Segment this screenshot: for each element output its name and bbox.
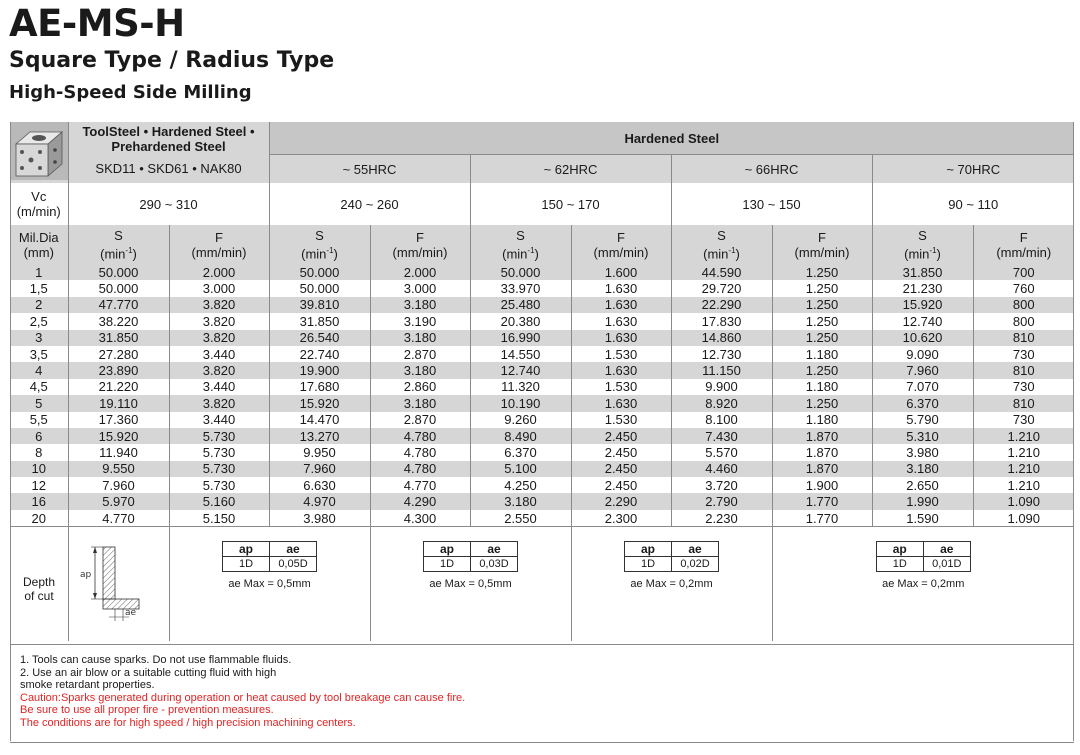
speed-cell: 15.920	[872, 297, 973, 313]
ae-value: 0,01D	[923, 557, 970, 572]
s-unit: $(\min^{-1})$	[301, 245, 338, 262]
feed-cell: 4.780	[370, 444, 470, 460]
ap-header: ap	[625, 542, 672, 557]
feed-cell: 4.780	[370, 428, 470, 444]
depth-label-line1: Depth	[22, 575, 56, 590]
table-row	[10, 280, 1074, 296]
feed-cell: 2.000	[370, 264, 470, 280]
table-row	[10, 477, 1074, 493]
speed-cell: 5.310	[872, 428, 973, 444]
speed-cell: 26.540	[269, 330, 370, 346]
feed-cell: 1.210	[973, 428, 1074, 444]
feed-cell: 1.210	[973, 444, 1074, 460]
speed-cell: 6.370	[470, 444, 571, 460]
speed-cell: 10.190	[470, 395, 571, 411]
feed-cell: 3.820	[169, 297, 269, 313]
f-unit: (mm/min)	[794, 244, 850, 260]
mill-diameter-cell: 5	[10, 395, 68, 411]
ae-header: ae	[923, 542, 970, 557]
feed-cell: 1.250	[772, 330, 872, 346]
feed-cell: 1.090	[973, 493, 1074, 509]
speed-cell: 19.900	[269, 362, 370, 378]
speed-cell: 9.550	[68, 461, 169, 477]
note-line: 1. Tools can cause sparks. Do not use flammable fluids.	[20, 654, 292, 666]
feed-cell: 1.250	[772, 297, 872, 313]
ae-header: ae	[471, 542, 518, 557]
s-label: S	[717, 227, 726, 243]
feed-cell: 3.820	[169, 362, 269, 378]
table-row	[10, 330, 1074, 346]
feed-cell: 2.300	[571, 510, 671, 527]
speed-cell: 6.370	[872, 395, 973, 411]
vc-label-cell	[10, 183, 68, 225]
s-header	[68, 225, 169, 264]
f-header	[571, 225, 671, 264]
feed-cell: 2.450	[571, 444, 671, 460]
f-label: F	[1019, 229, 1028, 245]
mill-diameter-cell: 3	[10, 330, 68, 346]
speed-cell: 8.490	[470, 428, 571, 444]
feed-cell: 3.820	[169, 313, 269, 329]
feed-cell: 800	[973, 313, 1074, 329]
table-row	[10, 428, 1074, 444]
speed-cell: 12.740	[872, 313, 973, 329]
s-header	[872, 225, 973, 264]
speed-cell: 20.380	[470, 313, 571, 329]
mill-diameter-cell: 3,5	[10, 346, 68, 362]
feed-cell: 2.450	[571, 428, 671, 444]
speed-cell: 17.360	[68, 412, 169, 428]
speed-cell: 21.230	[872, 280, 973, 296]
ap-ae-table	[222, 541, 317, 572]
s-unit: $(\min^{-1})$	[502, 245, 539, 262]
speed-cell: 1.590	[872, 510, 973, 527]
speed-cell: 14.470	[269, 412, 370, 428]
feed-cell: 3.440	[169, 412, 269, 428]
speed-cell: 8.100	[671, 412, 772, 428]
speed-cell: 16.990	[470, 330, 571, 346]
speed-cell: 2.550	[470, 510, 571, 527]
depth-of-cut-diagram	[69, 527, 169, 641]
table-row	[10, 346, 1074, 362]
feed-cell: 1.630	[571, 313, 671, 329]
feed-cell: 5.150	[169, 510, 269, 527]
feed-cell: 700	[973, 264, 1074, 280]
feed-cell: 3.820	[169, 330, 269, 346]
table-row	[10, 297, 1074, 313]
notes-section	[10, 644, 1074, 743]
speed-cell: 5.100	[470, 461, 571, 477]
application-label: High-Speed Side Milling	[9, 82, 252, 103]
vc-value: 90 ~ 110	[872, 183, 1074, 225]
speed-cell: 31.850	[68, 330, 169, 346]
dia-unit: (mm)	[23, 244, 54, 260]
feed-cell: 2.000	[169, 264, 269, 280]
f-unit: (mm/min)	[593, 244, 649, 260]
caution-line: Be sure to use all proper fire - prevention measures.	[20, 704, 274, 717]
speed-cell: 47.770	[68, 297, 169, 313]
mill-diameter-cell: 6	[10, 428, 68, 444]
table-row	[10, 313, 1074, 329]
ap-ae-table	[423, 541, 518, 572]
feed-cell: 3.440	[169, 379, 269, 395]
feed-cell: 1.630	[571, 330, 671, 346]
s-header	[269, 225, 370, 264]
s-unit: $(\min^{-1})$	[703, 245, 740, 262]
cutting-conditions-table	[10, 122, 1074, 641]
speed-cell: 8.920	[671, 395, 772, 411]
speed-cell: 50.000	[68, 280, 169, 296]
speed-cell: 38.220	[68, 313, 169, 329]
speed-cell: 12.740	[470, 362, 571, 378]
f-label: F	[215, 229, 223, 245]
ap-header: ap	[876, 542, 923, 557]
depth-label	[10, 575, 68, 603]
speed-cell: 3.180	[872, 461, 973, 477]
caution-line: The conditions are for high speed / high precision machining centers.	[20, 716, 356, 729]
speed-cell: 21.220	[68, 379, 169, 395]
mill-diameter-cell: 1	[10, 264, 68, 280]
s-unit: $(\min^{-1})$	[100, 245, 137, 262]
feed-cell: 3.180	[370, 395, 470, 411]
speed-cell: 50.000	[68, 264, 169, 280]
speed-cell: 3.980	[872, 444, 973, 460]
speed-cell: 14.860	[671, 330, 772, 346]
speed-cell: 31.850	[269, 313, 370, 329]
speed-cell: 25.480	[470, 297, 571, 313]
feed-cell: 1.600	[571, 264, 671, 280]
speed-cell: 9.090	[872, 346, 973, 362]
depth-group-cell	[571, 527, 772, 642]
speed-cell: 15.920	[68, 428, 169, 444]
feed-cell: 800	[973, 297, 1074, 313]
feed-cell: 5.730	[169, 461, 269, 477]
speed-cell: 4.970	[269, 493, 370, 509]
speed-cell: 5.790	[872, 412, 973, 428]
f-header	[169, 225, 269, 264]
feed-cell: 1.180	[772, 379, 872, 395]
feed-cell: 1.180	[772, 412, 872, 428]
ap-header: ap	[223, 542, 270, 557]
f-label: F	[617, 229, 625, 245]
feed-cell: 810	[973, 330, 1074, 346]
speed-cell: 2.650	[872, 477, 973, 493]
feed-cell: 2.860	[370, 379, 470, 395]
page-title: AE-MS-H	[9, 2, 185, 45]
speed-cell: 7.430	[671, 428, 772, 444]
feed-cell: 1.900	[772, 477, 872, 493]
feed-cell: 1.250	[772, 264, 872, 280]
speed-cell: 9.900	[671, 379, 772, 395]
table-row	[10, 264, 1074, 280]
mill-diameter-cell: 4	[10, 362, 68, 378]
feed-cell: 1.870	[772, 444, 872, 460]
f-header	[370, 225, 470, 264]
speed-cell: 50.000	[269, 280, 370, 296]
speed-cell: 50.000	[269, 264, 370, 280]
vc-value: 130 ~ 150	[671, 183, 872, 225]
feed-cell: 2.870	[370, 412, 470, 428]
table-row	[10, 510, 1074, 527]
mill-diameter-cell: 5,5	[10, 412, 68, 428]
speed-cell: 50.000	[470, 264, 571, 280]
speed-cell: 12.730	[671, 346, 772, 362]
feed-cell: 3.190	[370, 313, 470, 329]
feed-cell: 5.730	[169, 428, 269, 444]
f-label: F	[416, 229, 424, 245]
feed-cell: 1.630	[571, 362, 671, 378]
s-label: S	[315, 227, 324, 243]
ae-max-label: ae Max = 0,2mm	[882, 578, 965, 591]
speed-cell: 7.960	[68, 477, 169, 493]
vc-value: 150 ~ 170	[470, 183, 671, 225]
speed-cell: 4.770	[68, 510, 169, 527]
table-row	[10, 362, 1074, 378]
feed-cell: 1.180	[772, 346, 872, 362]
feed-cell: 760	[973, 280, 1074, 296]
ae-max-label: ae Max = 0,2mm	[630, 578, 713, 591]
vc-value: 290 ~ 310	[68, 183, 269, 225]
feed-cell: 1.770	[772, 493, 872, 509]
speed-cell: 33.970	[470, 280, 571, 296]
feed-cell: 2.450	[571, 477, 671, 493]
speed-cell: 19.110	[68, 395, 169, 411]
page-subtitle: Square Type / Radius Type	[9, 48, 335, 73]
caution-line: Caution:Sparks generated during operation or heat caused by tool breakage can cause fire.	[20, 691, 466, 704]
depth-group-cell	[772, 527, 1074, 642]
speed-cell: 3.180	[470, 493, 571, 509]
feed-cell: 2.870	[370, 346, 470, 362]
speed-cell: 11.150	[671, 362, 772, 378]
mill-diameter-cell: 20	[10, 510, 68, 527]
mill-diameter-cell: 8	[10, 444, 68, 460]
feed-cell: 3.820	[169, 395, 269, 411]
speed-cell: 22.290	[671, 297, 772, 313]
dia-label-cell	[10, 225, 68, 264]
feed-cell: 4.770	[370, 477, 470, 493]
feed-cell: 3.000	[370, 280, 470, 296]
ap-ae-table	[624, 541, 719, 572]
speed-cell: 7.960	[872, 362, 973, 378]
s-label: S	[516, 227, 525, 243]
f-header	[973, 225, 1074, 264]
speed-cell: 4.460	[671, 461, 772, 477]
f-header	[772, 225, 872, 264]
speed-cell: 6.630	[269, 477, 370, 493]
hardened-steel-heading: Hardened Steel	[269, 122, 1074, 155]
ap-header: ap	[424, 542, 471, 557]
speed-cell: 44.590	[671, 264, 772, 280]
speed-cell: 7.960	[269, 461, 370, 477]
speed-cell: 5.970	[68, 493, 169, 509]
tool-group-materials: SKD11 • SKD61 • NAK80	[68, 155, 269, 183]
workpiece-icon	[10, 122, 68, 180]
speed-cell: 3.720	[671, 477, 772, 493]
hrc-70-label: ~ 70HRC	[872, 155, 1074, 183]
ap-value: 1D	[876, 557, 923, 572]
speed-cell: 3.980	[269, 510, 370, 527]
tool-group-heading: ToolSteel • Hardened Steel • Prehardened Steel	[68, 122, 269, 155]
feed-cell: 2.290	[571, 493, 671, 509]
ap-value: 1D	[625, 557, 672, 572]
feed-cell: 1.250	[772, 280, 872, 296]
speed-cell: 5.570	[671, 444, 772, 460]
speed-cell: 9.260	[470, 412, 571, 428]
speed-cell: 23.890	[68, 362, 169, 378]
feed-cell: 1.210	[973, 477, 1074, 493]
table-row	[10, 395, 1074, 411]
s-label: S	[114, 227, 123, 243]
mill-diameter-cell: 2,5	[10, 313, 68, 329]
feed-cell: 1.630	[571, 297, 671, 313]
feed-cell: 5.160	[169, 493, 269, 509]
note-line: 2. Use an air blow or a suitable cutting fluid with high	[20, 666, 277, 679]
s-unit: $(\min^{-1})$	[904, 245, 941, 262]
ae-header: ae	[270, 542, 317, 557]
ae-max-label: ae Max = 0,5mm	[228, 578, 311, 591]
feed-cell: 5.730	[169, 477, 269, 493]
feed-cell: 1.210	[973, 461, 1074, 477]
feed-cell: 5.730	[169, 444, 269, 460]
feed-cell: 3.180	[370, 330, 470, 346]
feed-cell: 1.770	[772, 510, 872, 527]
s-header	[470, 225, 571, 264]
table-row	[10, 379, 1074, 395]
hrc-55-label: ~ 55HRC	[269, 155, 470, 183]
ae-header: ae	[672, 542, 719, 557]
feed-cell: 1.250	[772, 313, 872, 329]
speed-cell: 15.920	[269, 395, 370, 411]
diagram-ae-label: ae	[125, 608, 137, 619]
mill-diameter-cell: 1,5	[10, 280, 68, 296]
speed-cell: 7.070	[872, 379, 973, 395]
feed-cell: 1.870	[772, 428, 872, 444]
depth-group-cell	[370, 527, 571, 642]
speed-cell: 11.320	[470, 379, 571, 395]
feed-cell: 1.090	[973, 510, 1074, 527]
table-row	[10, 444, 1074, 460]
speed-cell: 29.720	[671, 280, 772, 296]
feed-cell: 1.530	[571, 379, 671, 395]
feed-cell: 810	[973, 395, 1074, 411]
feed-cell: 730	[973, 346, 1074, 362]
speed-cell: 1.990	[872, 493, 973, 509]
s-label: S	[918, 227, 927, 243]
feed-cell: 4.780	[370, 461, 470, 477]
feed-cell: 1.630	[571, 395, 671, 411]
f-unit: (mm/min)	[392, 244, 448, 260]
feed-cell: 1.250	[772, 362, 872, 378]
depth-of-cut-cell	[10, 527, 169, 642]
s-header	[671, 225, 772, 264]
speed-cell: 10.620	[872, 330, 973, 346]
feed-cell: 1.530	[571, 346, 671, 362]
feed-cell: 1.870	[772, 461, 872, 477]
feed-cell: 2.450	[571, 461, 671, 477]
feed-cell: 730	[973, 379, 1074, 395]
mill-diameter-cell: 2	[10, 297, 68, 313]
ap-value: 1D	[424, 557, 471, 572]
f-unit: (mm/min)	[191, 244, 247, 260]
mill-diameter-cell: 12	[10, 477, 68, 493]
dia-label: Mil.Dia	[18, 229, 59, 245]
speed-cell: 9.950	[269, 444, 370, 460]
feed-cell: 810	[973, 362, 1074, 378]
ae-value: 0,02D	[672, 557, 719, 572]
speed-cell: 11.940	[68, 444, 169, 460]
speed-cell: 22.740	[269, 346, 370, 362]
ae-max-label: ae Max = 0,5mm	[429, 578, 512, 591]
depth-label-line2: of cut	[24, 589, 54, 604]
feed-cell: 1.530	[571, 412, 671, 428]
depth-group-cell	[169, 527, 370, 642]
f-label: F	[818, 229, 826, 245]
feed-cell: 1.630	[571, 280, 671, 296]
tool-icon-cell	[10, 122, 68, 183]
speed-cell: 27.280	[68, 346, 169, 362]
feed-cell: 4.300	[370, 510, 470, 527]
speed-cell: 2.230	[671, 510, 772, 527]
speed-cell: 17.830	[671, 313, 772, 329]
ap-value: 1D	[223, 557, 270, 572]
speed-cell: 39.810	[269, 297, 370, 313]
feed-cell: 3.440	[169, 346, 269, 362]
diagram-ap-label: ap	[80, 570, 92, 581]
vc-label: Vc	[31, 189, 47, 204]
speed-cell: 17.680	[269, 379, 370, 395]
feed-cell: 730	[973, 412, 1074, 428]
feed-cell: 3.180	[370, 297, 470, 313]
speed-cell: 31.850	[872, 264, 973, 280]
mill-diameter-cell: 16	[10, 493, 68, 509]
vc-value: 240 ~ 260	[269, 183, 470, 225]
mill-diameter-cell: 10	[10, 461, 68, 477]
speed-cell: 13.270	[269, 428, 370, 444]
hrc-66-label: ~ 66HRC	[671, 155, 872, 183]
feed-cell: 3.180	[370, 362, 470, 378]
table-row	[10, 493, 1074, 509]
table-row	[10, 461, 1074, 477]
note-line: smoke retardant properties.	[20, 679, 155, 692]
feed-cell: 3.000	[169, 280, 269, 296]
ae-value: 0,05D	[270, 557, 317, 572]
feed-cell: 1.250	[772, 395, 872, 411]
speed-cell: 2.790	[671, 493, 772, 509]
speed-cell: 4.250	[470, 477, 571, 493]
vc-unit: (m/min)	[16, 204, 61, 219]
speed-cell: 14.550	[470, 346, 571, 362]
hrc-62-label: ~ 62HRC	[470, 155, 671, 183]
ap-ae-table	[876, 541, 971, 572]
feed-cell: 4.290	[370, 493, 470, 509]
f-unit: (mm/min)	[996, 244, 1052, 260]
mill-diameter-cell: 4,5	[10, 379, 68, 395]
table-row	[10, 412, 1074, 428]
ae-value: 0,03D	[471, 557, 518, 572]
